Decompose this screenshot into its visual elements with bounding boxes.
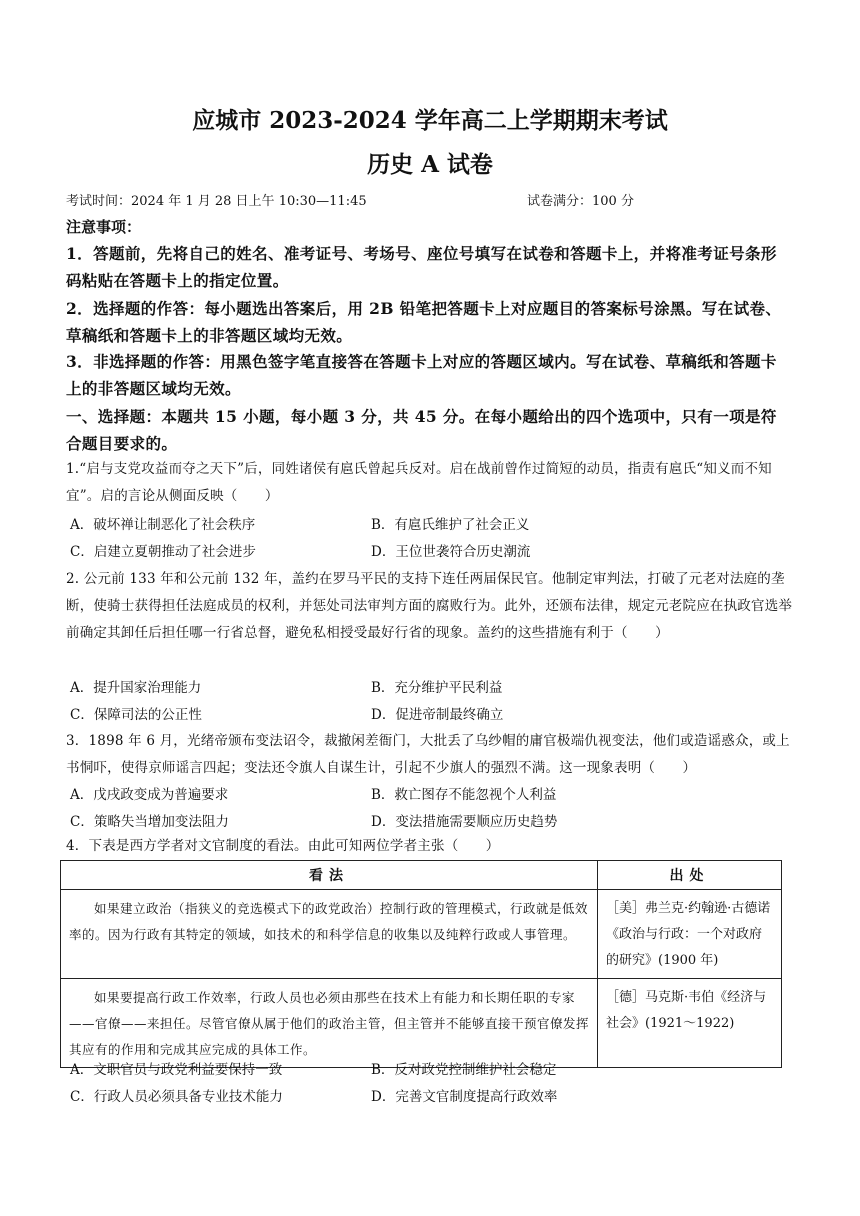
- views-table: [60, 860, 782, 1068]
- notice-title: 注意事项：: [66, 218, 142, 236]
- table-row: [61, 890, 782, 979]
- q4-option-b: B．反对政党控制维护社会稳定: [371, 1062, 557, 1078]
- table-cell-source: ［美］弗兰克·约翰逊·古德诺《政治与行政：一个对政府的研究》(1900 年): [598, 890, 782, 979]
- q3-option-b: B．救亡图存不能忽视个人利益: [371, 787, 557, 803]
- table-cell-view: 如果要提高行政工作效率，行政人员也必须由那些在技术上有能力和长期任职的专家——官僚——来担任。尽管官僚从属于他们的政治主管，但主管并不能够直接干预官僚发挥其应有的作用和完成其应完成的具体工作。: [61, 979, 598, 1068]
- question-3-stem: 3．1898 年 6 月，光绪帝颁布变法诏令，裁撤闲差衙门，大批丢了乌纱帽的庸官极端仇视变法，他们或造谣惑众，或上书恫吓，使得京师谣言四起；变法还令旗人自谋生计，引起不少旗人的强烈不满。这一现象表明（ ）: [66, 733, 790, 776]
- notice-item-3: 3．非选择题的作答：用黑色签字笔直接答在答题卡上对应的答题区域内。写在试卷、草稿纸和答题卡上的非答题区域均无效。: [66, 352, 777, 398]
- q3-option-d: D．变法措施需要顺应历史趋势: [371, 814, 558, 830]
- question-2-stem: 2. 公元前 133 年和公元前 132 年，盖约在罗马平民的支持下连任两届保民官。他制定审判法，打破了元老对法庭的垄断，使骑士获得担任法庭成员的权利，并惩处司法审判方面的腐败行为。此外，还颁布法律，规定元老院应在执政官选举前确定其卸任后担任哪一行省总督，避免私相授受最好行省的现象。盖约的这些措施有利于（ ）: [66, 571, 793, 641]
- q2-option-c: C．保障司法的公正性: [70, 707, 202, 723]
- table-row: [61, 979, 782, 1068]
- q1-option-d: D．王位世袭符合历史潮流: [371, 544, 531, 560]
- q4-option-a: A．文职官员与政党利益要保持一致: [70, 1062, 283, 1078]
- q2-option-d: D．促进帝制最终确立: [371, 707, 504, 723]
- q4-option-c: C．行政人员必须具备专业技术能力: [70, 1089, 283, 1105]
- q4-option-d: D．完善文官制度提高行政效率: [371, 1089, 558, 1105]
- section-heading: 一、选择题：本题共 15 小题，每小题 3 分，共 45 分。在每小题给出的四个选项中，只有一项是符合题目要求的。: [66, 407, 777, 453]
- table-cell-source: ［德］马克斯·韦伯《经济与社会》(1921～1922): [598, 979, 782, 1068]
- full-score: 试卷满分：100 分: [527, 194, 634, 209]
- notice-item-1: 1．答题前，先将自己的姓名、准考证号、考场号、座位号填写在试卷和答题卡上，并将准考证号条形码粘贴在答题卡上的指定位置。: [66, 244, 777, 290]
- q2-option-a: A．提升国家治理能力: [70, 680, 202, 696]
- table-cell-view: 如果建立政治（指狭义的竞选模式下的政党政治）控制行政的管理模式，行政就是低效率的。因为行政有其特定的领域，如技术的和科学信息的收集以及纯粹行政或人事管理。: [61, 890, 598, 979]
- exam-subtitle: 历史 A 试卷: [367, 151, 493, 178]
- notice-item-2: 2．选择题的作答：每小题选出答案后，用 2B 铅笔把答题卡上对应题目的答案标号涂黑。写在试卷、草稿纸和答题卡上的非答题区域均无效。: [66, 299, 782, 345]
- question-4-stem: 4．下表是西方学者对文官制度的看法。由此可知两位学者主张（ ）: [66, 838, 500, 854]
- q1-option-b: B．有扈氏维护了社会正义: [371, 517, 530, 533]
- q1-option-c: C．启建立夏朝推动了社会进步: [70, 544, 256, 560]
- table-header-source: 出处: [598, 861, 782, 890]
- question-1-stem: 1.“启与支党攻益而夺之天下”后，同姓诸侯有扈氏曾起兵反对。启在战前曾作过简短的动员，指责有扈氏“知义而不知宜”。启的言论从侧面反映（ ）: [66, 461, 772, 504]
- q3-option-a: A．戊戌政变成为普遍要求: [70, 787, 229, 803]
- exam-title: 应城市 2023-2024 学年高二上学期期末考试: [192, 107, 668, 134]
- table-header-view: 看法: [61, 861, 598, 890]
- exam-time: 考试时间：2024 年 1 月 28 日上午 10:30—11:45: [66, 194, 367, 209]
- q2-option-b: B．充分维护平民利益: [371, 680, 503, 696]
- q1-option-a: A．破坏禅让制恶化了社会秩序: [70, 517, 256, 533]
- table-header-row: [61, 861, 782, 890]
- q3-option-c: C．策略失当增加变法阻力: [70, 814, 229, 830]
